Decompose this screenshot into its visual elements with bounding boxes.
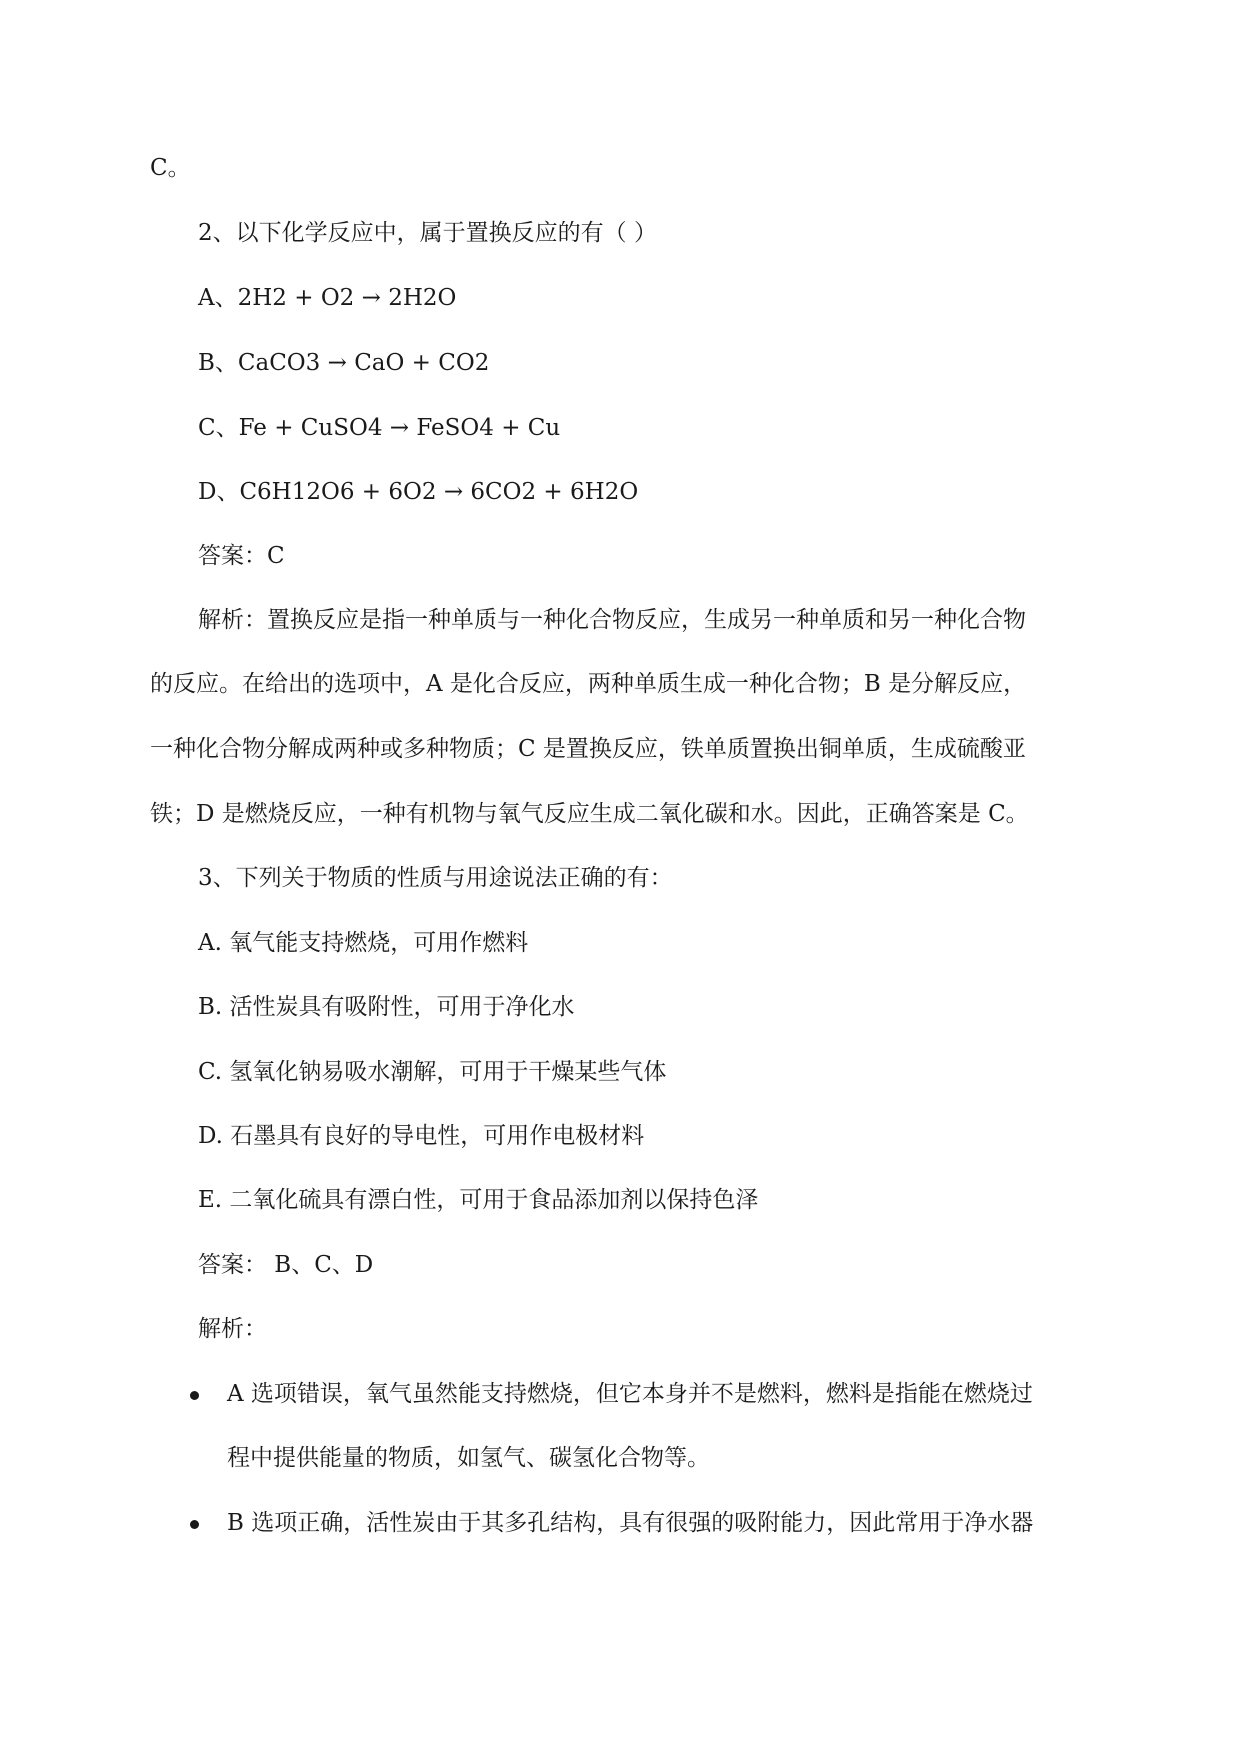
question-3-answer: 答案： B、C、D (198, 1252, 374, 1278)
question-3-stem: 3、下列关于物质的性质与用途说法正确的有： (198, 865, 673, 891)
question-3-option-a: A. 氧气能支持燃烧，可用作燃料 (198, 930, 529, 956)
bullet-item: B 选项正确，活性炭由于其多孔结构，具有很强的吸附能力，因此常用于净水器 (227, 1510, 1034, 1536)
question-2-answer: 答案：C (198, 543, 285, 569)
bullet-dot-icon (190, 1520, 199, 1529)
question-3-option-d: D. 石墨具有良好的导电性，可用作电极材料 (198, 1123, 645, 1149)
question-2-stem: 2、以下化学反应中，属于置换反应的有（ ） (198, 220, 657, 246)
question-2-analysis: 一种化合物分解成两种或多种物质；C 是置换反应，铁单质置换出铜单质，生成硫酸亚 (150, 736, 1026, 762)
bullet-item: A 选项错误，氧气虽然能支持燃烧，但它本身并不是燃料，燃料是指能在燃烧过 (227, 1381, 1033, 1407)
bullet-item-continuation: 程中提供能量的物质，如氢气、碳氢化合物等。 (227, 1445, 710, 1471)
question-2-analysis: 解析：置换反应是指一种单质与一种化合物反应，生成另一种单质和另一种化合物 (198, 607, 1026, 633)
question-3-option-b: B. 活性炭具有吸附性，可用于净化水 (198, 994, 575, 1020)
question-2-option-b: B、CaCO3 → CaO + CO2 (198, 350, 490, 376)
question-2-analysis: 铁；D 是燃烧反应，一种有机物与氧气反应生成二氧化碳和水。因此，正确答案是 C。 (150, 801, 1029, 827)
question-2-option-d: D、C6H12O6 + 6O2 → 6CO2 + 6H2O (198, 479, 639, 505)
text-line: C。 (150, 155, 191, 181)
question-2-analysis: 的反应。在给出的选项中，A 是化合反应，两种单质生成一种化合物；B 是分解反应， (150, 671, 1027, 697)
bullet-dot-icon (190, 1391, 199, 1400)
question-3-option-c: C. 氢氧化钠易吸水潮解，可用于干燥某些气体 (198, 1059, 667, 1085)
question-3-analysis-label: 解析： (198, 1316, 267, 1342)
question-2-option-c: C、Fe + CuSO4 → FeSO4 + Cu (198, 415, 561, 441)
question-3-option-e: E. 二氧化硫具有漂白性，可用于食品添加剂以保持色泽 (198, 1187, 759, 1213)
question-2-option-a: A、2H2 + O2 → 2H2O (198, 285, 457, 311)
